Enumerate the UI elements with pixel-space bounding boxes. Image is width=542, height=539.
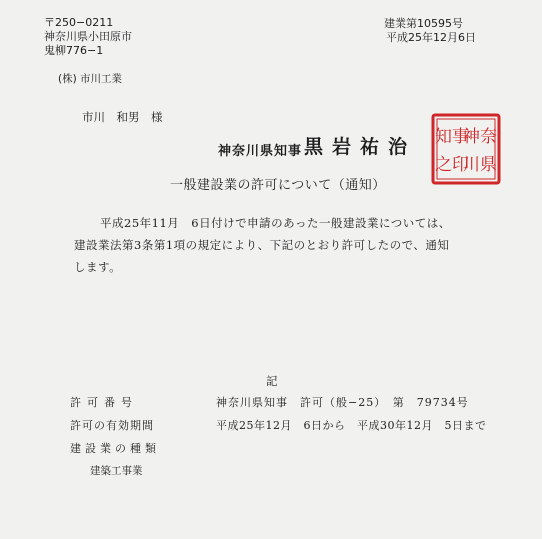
sender-name: 黒岩祐治 <box>304 136 417 158</box>
document-number: 建業第10595号 <box>384 17 463 30</box>
body-line-1: 平成25年11月 6日付けで申請のあった一般建設業については、 <box>100 216 451 230</box>
seal-text-3: 知事 <box>435 127 469 147</box>
sender-title: 神奈川県知事 <box>218 144 303 159</box>
industry-type: 建築工事業 <box>90 465 143 477</box>
official-seal <box>430 112 502 186</box>
address-line-2: 鬼柳776−1 <box>44 44 104 57</box>
address-line-1: 神奈川県小田原市 <box>44 30 132 43</box>
label-industry-type: 建設業の種類 <box>70 442 160 455</box>
addressee: 市川 和男 様 <box>82 110 163 124</box>
label-permit-number: 許可番号 <box>70 396 138 409</box>
label-validity-period: 許可の有効期間 <box>70 419 154 432</box>
company-name: (株) 市川工業 <box>58 73 123 85</box>
seal-text-2: 川県 <box>463 155 497 175</box>
body-line-2: 建設業法第3条第1項の規定により、下記のとおり許可したので、通知 <box>74 238 450 252</box>
document-date: 平成25年12月6日 <box>386 31 476 44</box>
value-permit-number: 神奈川県知事 許可（般−25） 第 79734号 <box>216 396 469 409</box>
postal-code: 〒250−0211 <box>44 16 114 29</box>
seal-text-1: 神奈 <box>463 127 497 147</box>
record-heading: 記 <box>266 374 278 388</box>
body-line-3: します。 <box>74 260 122 274</box>
subject: 一般建設業の許可について（通知） <box>170 178 386 193</box>
seal-text-4: 之印 <box>435 155 469 175</box>
value-validity-period: 平成25年12月 6日から 平成30年12月 5日まで <box>216 419 487 432</box>
